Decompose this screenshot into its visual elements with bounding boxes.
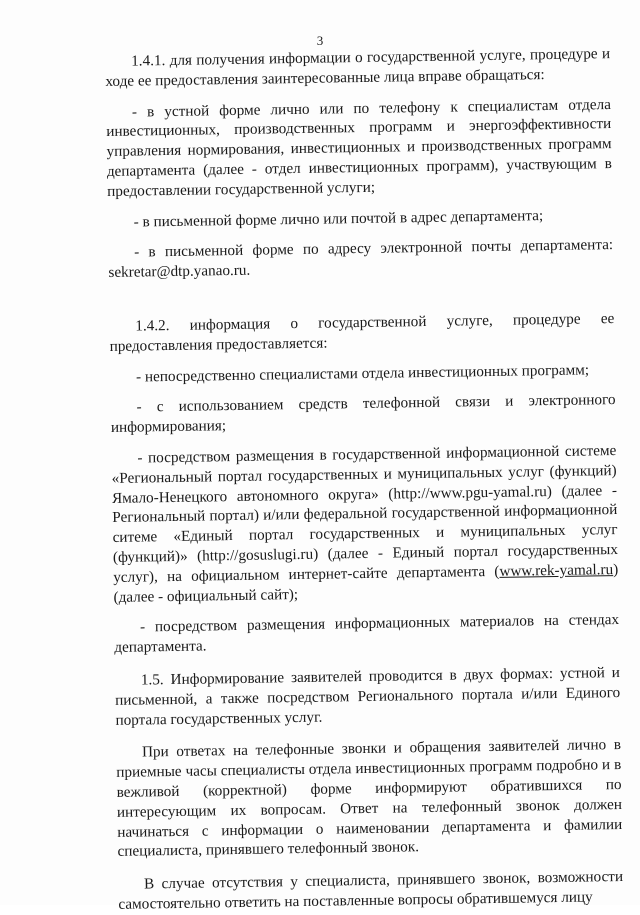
page-number: 3 [316,33,324,48]
paragraph-1-5: 1.5. Информирование заявителей проводится в двух формах: устной и письменной, а также посредством Регионального портала и/или Единого портала государственных услуг. [115,663,621,729]
paragraph-absence-case: В случае отсутствия у специалиста, принявшего звонок, возможности самостоятельно ответить на поставленные вопросы обратившемуся лицу [118,868,624,913]
list-item-email: - в письменной форме по адресу электронной почты департамента: sekretar@dtp.yanao.ru. [108,236,614,282]
portals-text-after: ) (далее - официальный сайт); [113,560,619,606]
list-item-specialists: - непосредственно специалистами отдела инвестиционных программ; [135,361,590,386]
document-body [105,44,623,915]
list-item-written-mail: - в письменной форме лично или почтой в адрес департамента; [133,206,544,231]
paragraph-phone-answers: При ответах на телефонные звонки и обращения заявителей лично в приемные часы специалисты отдела инвестиционных программ подробно и в вежливой (корректной) форме информируют обратившихся по интересующим их вопросам. Ответ на телефонный звонок должен начинаться с информации о наименовании департамента и фамилии специалиста, принявшего телефонный звонок. [116,736,623,861]
list-item-telephone: - с использованием средств телефонной связи и электронного информирования; [110,391,616,437]
list-item-oral-form: - в устной форме лично или по телефону к специалистам отдела инвестиционных, производственных программ и энергоэффективности управления нормирования, инвестиционных и производственных программ департамента (далее - отдел инвестиционных программ), участвующим в предоставлении государственной услуги; [106,95,612,200]
list-item-stands: - посредством размещения информационных материалов на стендах департамента. [114,611,620,657]
paragraph-1-4-1: 1.4.1. для получения информации о государственной услуге, процедуре и ходе ее предоставления заинтересованные лица вправе обращаться: [105,45,611,90]
portals-text-before: - посредством размещения в государственной информационной системе «Региональный портал государственных и муниципальных услуг (функций) Ямало-Ненецкого автономного округа» (http://www.pgu-yamal.ru) (далее - Региональный портал) и/или федеральной государственной информационной ситеме «Единый портал государственных и муниципальных услуг (функций)» (http://gosuslugi.ru) (далее - Единый портал государственных услуг), на официальном интернет-сайте департамента ( [111,441,619,586]
website-link[interactable]: www.rek-yamal.ru [499,560,614,580]
list-item-portals [111,441,618,607]
paragraph-1-4-2: 1.4.2. информация о государственной услуге, процедуре ее предоставления предоставляется: [109,310,615,355]
